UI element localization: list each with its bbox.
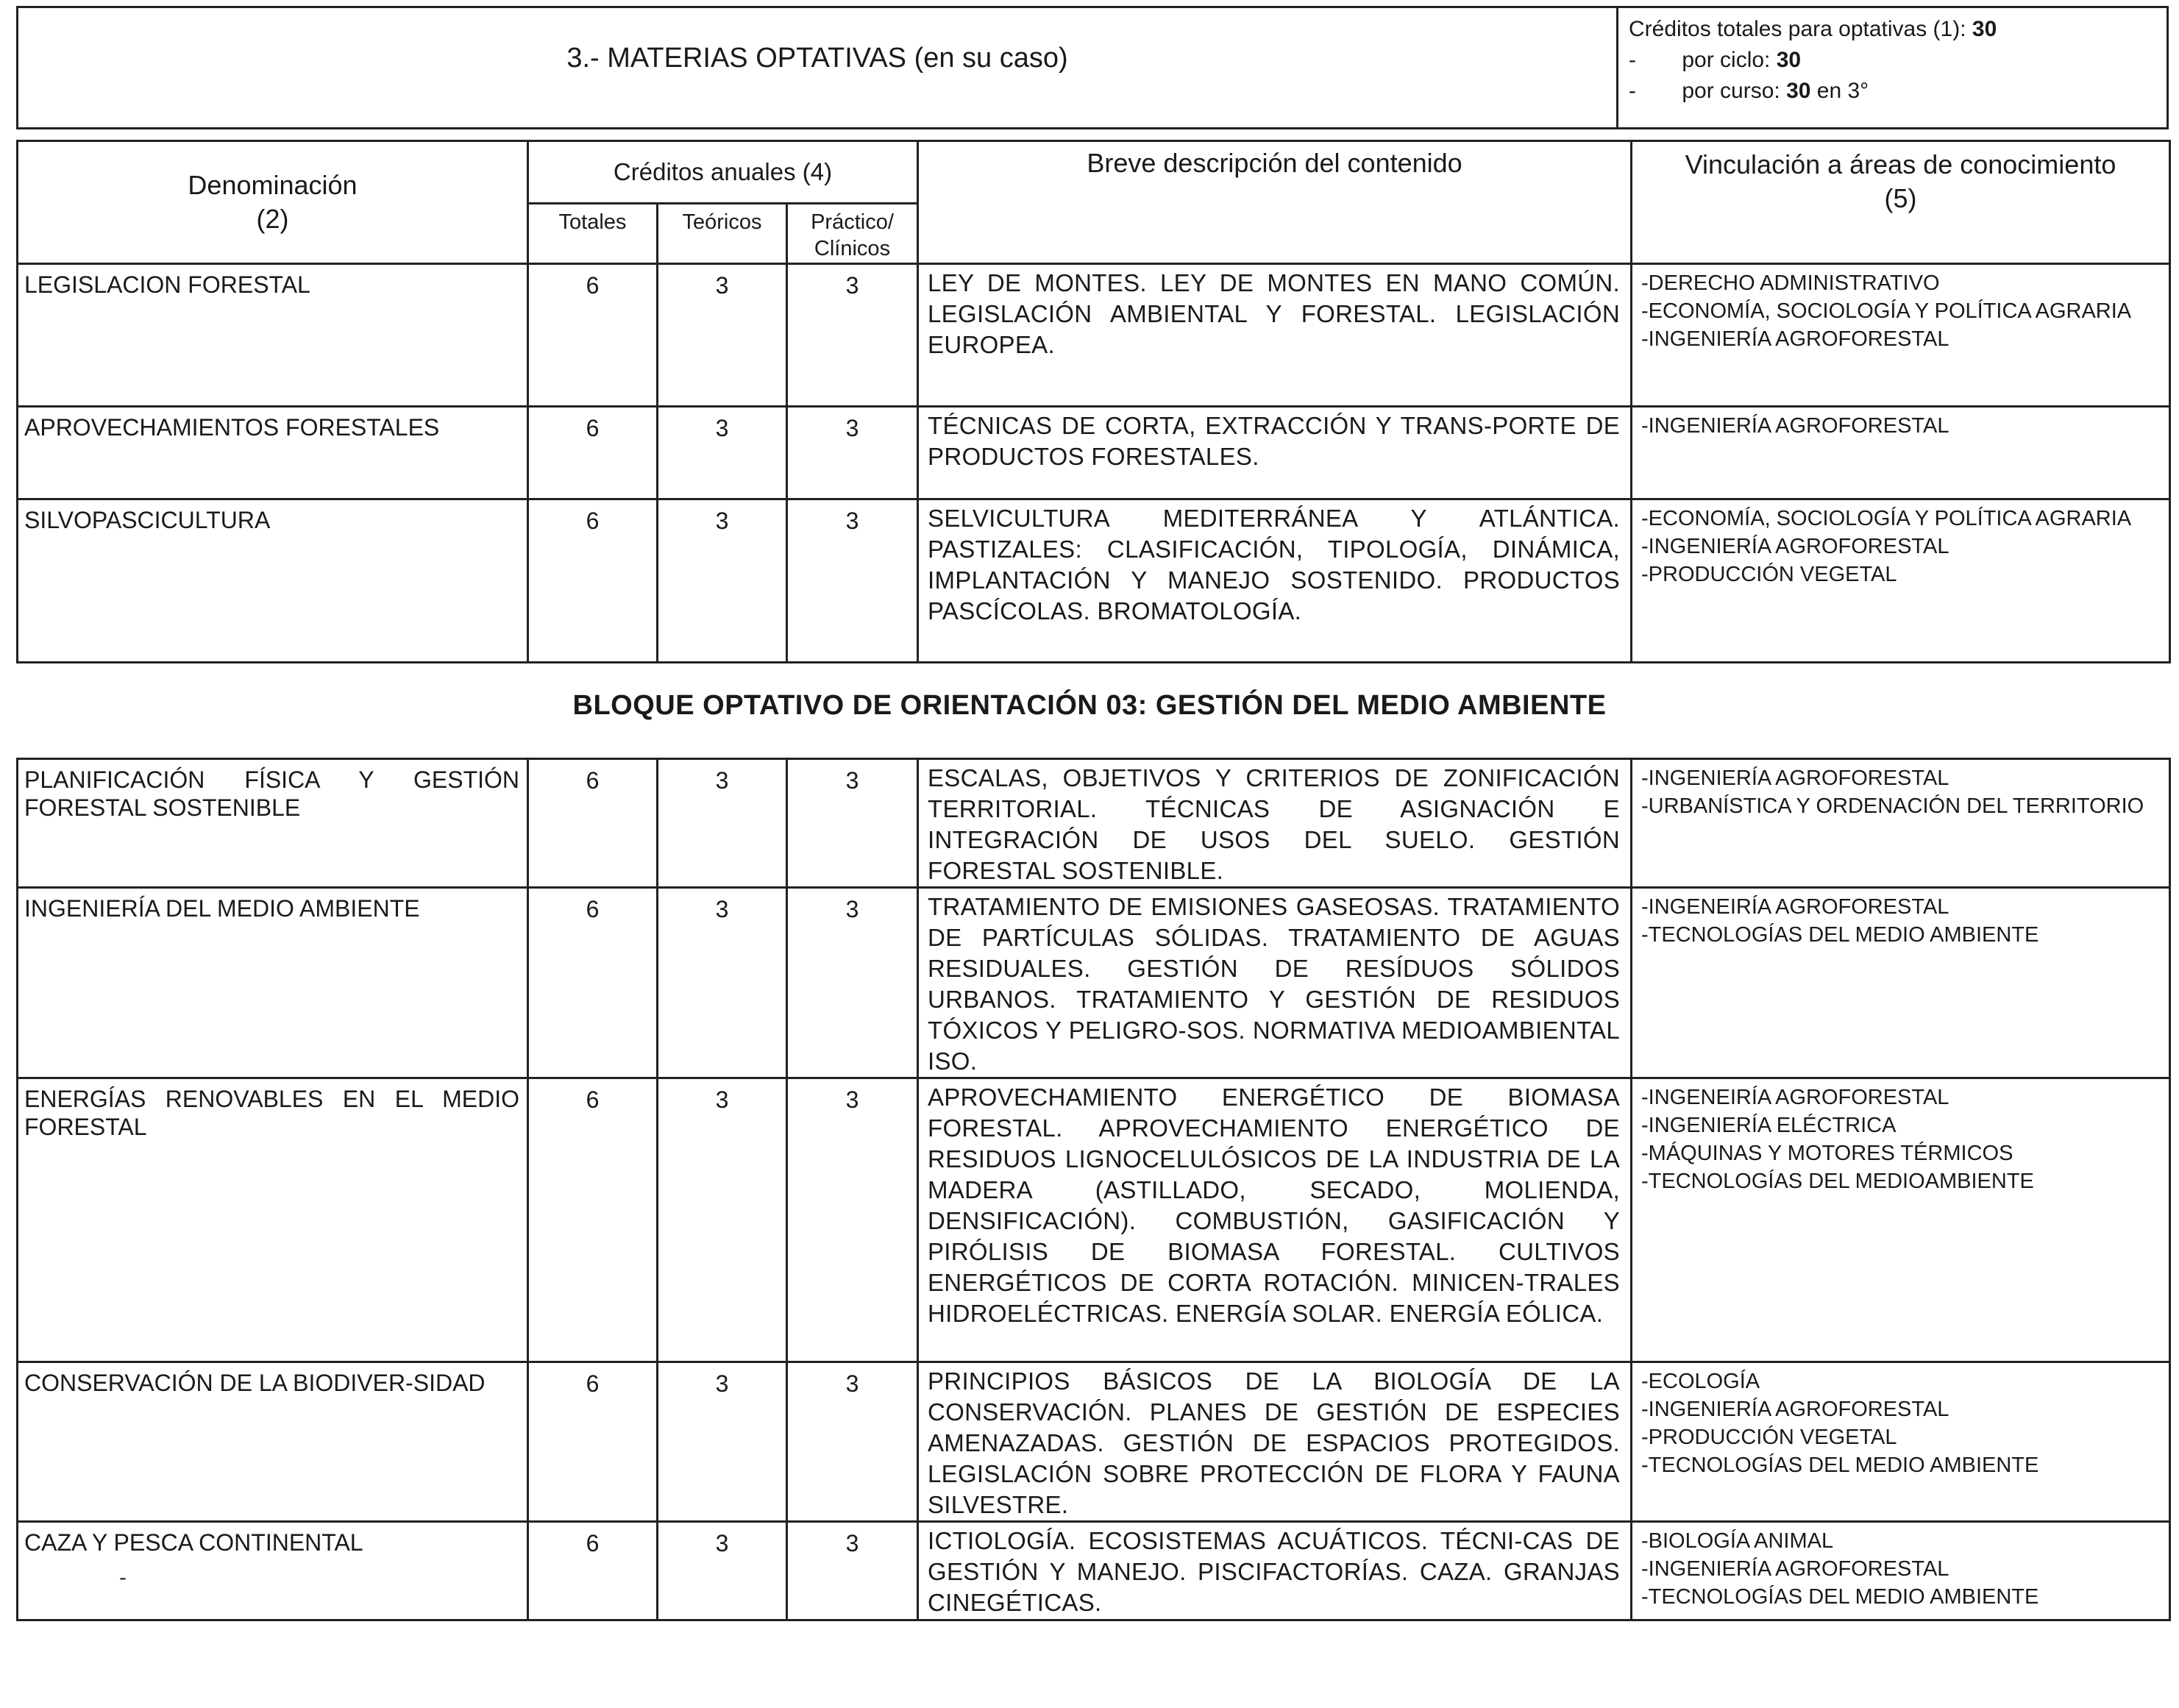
knowledge-areas <box>1632 1078 2170 1362</box>
subject-description: SELVICULTURA MEDITERRÁNEA Y ATLÁNTICA. PASTIZALES: CLASIFICACIÓN, TIPOLOGÍA, DINÁMICA, IMPLANTACIÓN Y MANEJO SOSTENIDO. PRODUCTOS PASCÍCOLAS. BROMATOLOGÍA. <box>918 499 1632 663</box>
subject-name: SILVOPASCICULTURA <box>18 499 528 663</box>
header-practicos <box>787 204 918 264</box>
knowledge-area-item: -ECONOMÍA, SOCIOLOGÍA Y POLÍTICA AGRARIA <box>1641 507 2132 530</box>
credits-teoricos: 3 <box>658 888 787 1078</box>
knowledge-area-item: -TECNOLOGÍAS DEL MEDIO AMBIENTE <box>1641 1585 2039 1609</box>
subjects-table-bottom <box>16 758 2171 1621</box>
section-header-box <box>16 6 2169 129</box>
subject-description: PRINCIPIOS BÁSICOS DE LA BIOLOGÍA DE LA CONSERVACIÓN. PLANES DE GESTIÓN DE ESPECIES AMENAZADAS. GESTIÓN DE ESPACIOS PROTEGIDOS. LEGISLACIÓN SOBRE PROTECCIÓN DE FLORA Y FAUNA SILVESTRE. <box>918 1362 1632 1522</box>
knowledge-area-item: -MÁQUINAS Y MOTORES TÉRMICOS <box>1641 1142 2013 1165</box>
knowledge-area-item: -DERECHO ADMINISTRATIVO <box>1641 271 1940 295</box>
list-dash: - <box>1629 79 1636 103</box>
header-denominacion <box>18 141 528 264</box>
knowledge-area-item: -INGENIERÍA AGROFORESTAL <box>1641 1557 1949 1581</box>
subject-description: TRATAMIENTO DE EMISIONES GASEOSAS. TRATAMIENTO DE PARTÍCULAS SÓLIDAS. TRATAMIENTO DE AGUAS RESIDUALES. GESTIÓN DE RESÍDUOS SÓLIDOS URBANOS. TRATAMIENTO Y GESTIÓN DE RESIDUOS TÓXICOS Y PELIGRO-SOS. NORMATIVA MEDIOAMBIENTAL ISO. <box>918 888 1632 1078</box>
knowledge-area-item: -INGENIERÍA ELÉCTRICA <box>1641 1114 1897 1137</box>
per-course-suffix: en 3° <box>1816 79 1869 103</box>
credits-per-course-row <box>1629 76 2156 107</box>
table-row <box>18 1522 2170 1620</box>
credits-total-row <box>1629 14 2156 45</box>
knowledge-area-item: -INGENIERÍA AGROFORESTAL <box>1641 1398 1949 1421</box>
header-denominacion-label: Denominación <box>188 170 358 200</box>
table-row <box>18 1362 2170 1522</box>
credits-totales: 6 <box>528 499 658 663</box>
header-vinculacion-note: (5) <box>1884 183 1917 213</box>
table-row <box>18 888 2170 1078</box>
credits-totales: 6 <box>528 1362 658 1522</box>
subject-name: APROVECHAMIENTOS FORESTALES <box>18 407 528 499</box>
credits-practicos: 3 <box>787 499 918 663</box>
table-row <box>18 499 2170 663</box>
header-practicos-line2: Clínicos <box>814 237 891 260</box>
credits-totales: 6 <box>528 1078 658 1362</box>
table-row <box>18 264 2170 407</box>
knowledge-area-item: -INGENIERÍA AGROFORESTAL <box>1641 766 1949 790</box>
credits-practicos: 3 <box>787 888 918 1078</box>
knowledge-area-item: -BIOLOGÍA ANIMAL <box>1641 1529 1834 1553</box>
header-practicos-line1: Práctico/ <box>811 210 894 234</box>
credits-practicos: 3 <box>787 1362 918 1522</box>
subject-name: INGENIERÍA DEL MEDIO AMBIENTE <box>18 888 528 1078</box>
list-dash: - <box>1629 48 1636 72</box>
knowledge-area-item: -TECNOLOGÍAS DEL MEDIO AMBIENTE <box>1641 1453 2039 1477</box>
credits-practicos: 3 <box>787 1522 918 1620</box>
header-descripcion: Breve descripción del contenido <box>918 141 1632 264</box>
credits-total-label: Créditos totales para optativas (1): <box>1629 17 1966 41</box>
credits-teoricos: 3 <box>658 407 787 499</box>
per-course-value: 30 <box>1786 79 1811 103</box>
knowledge-area-item: -INGENIERÍA AGROFORESTAL <box>1641 535 1949 558</box>
credits-per-cycle-row <box>1629 45 2156 76</box>
credits-summary <box>1616 8 2166 127</box>
subject-name: LEGISLACION FORESTAL <box>18 264 528 407</box>
credits-totales: 6 <box>528 759 658 888</box>
knowledge-area-item: -PRODUCCIÓN VEGETAL <box>1641 1426 1897 1449</box>
credits-teoricos: 3 <box>658 264 787 407</box>
section-title: 3.- MATERIAS OPTATIVAS (en su caso) <box>566 42 1068 74</box>
credits-practicos: 3 <box>787 759 918 888</box>
credits-practicos: 3 <box>787 407 918 499</box>
per-course-label: por curso: <box>1682 79 1780 103</box>
credits-totales: 6 <box>528 888 658 1078</box>
knowledge-area-item: -TECNOLOGÍAS DEL MEDIOAMBIENTE <box>1641 1170 2034 1193</box>
per-cycle-label: por ciclo: <box>1682 48 1771 72</box>
credits-teoricos: 3 <box>658 1522 787 1620</box>
subject-description: ICTIOLOGÍA. ECOSISTEMAS ACUÁTICOS. TÉCNI-CAS DE GESTIÓN Y MANEJO. PISCIFACTORÍAS. CAZA. GRANJAS CINEGÉTICAS. <box>918 1522 1632 1620</box>
subject-name: ENERGÍAS RENOVABLES EN EL MEDIO FORESTAL <box>18 1078 528 1362</box>
per-cycle-value: 30 <box>1776 48 1802 72</box>
table-row <box>18 1078 2170 1362</box>
header-vinculacion <box>1632 141 2170 264</box>
knowledge-area-item: -INGENEIRÍA AGROFORESTAL <box>1641 1086 1949 1109</box>
stray-mark: - <box>119 1565 127 1590</box>
knowledge-area-item: -TECNOLOGÍAS DEL MEDIO AMBIENTE <box>1641 923 2039 947</box>
knowledge-area-item: -PRODUCCIÓN VEGETAL <box>1641 563 1897 586</box>
subjects-table-top <box>16 140 2171 663</box>
knowledge-area-item: -INGENEIRÍA AGROFORESTAL <box>1641 895 1949 919</box>
subject-description: LEY DE MONTES. LEY DE MONTES EN MANO COMÚN. LEGISLACIÓN AMBIENTAL Y FORESTAL. LEGISLACIÓN EUROPEA. <box>918 264 1632 407</box>
credits-totales: 6 <box>528 407 658 499</box>
header-vinculacion-label: Vinculación a áreas de conocimiento <box>1685 149 2116 179</box>
block-title: BLOQUE OPTATIVO DE ORIENTACIÓN 03: GESTIÓN DEL MEDIO AMBIENTE <box>572 690 1607 721</box>
credits-practicos: 3 <box>787 1078 918 1362</box>
knowledge-areas <box>1632 888 2170 1078</box>
subject-description: APROVECHAMIENTO ENERGÉTICO DE BIOMASA FORESTAL. APROVECHAMIENTO ENERGÉTICO DE RESIDUOS LIGNOCELULÓSICOS DE LA INDUSTRIA DE LA MADERA (ASTILLADO, SECADO, MOLIENDA, DENSIFICACIÓN). COMBUSTIÓN, GASIFICACIÓN Y PIRÓLISIS DE BIOMASA FORESTAL. CULTIVOS ENERGÉTICOS DE CORTA ROTACIÓN. MINICEN-TRALES HIDROELÉCTRICAS. ENERGÍA SOLAR. ENERGÍA EÓLICA. <box>918 1078 1632 1362</box>
subject-description: TÉCNICAS DE CORTA, EXTRACCIÓN Y TRANS-PORTE DE PRODUCTOS FORESTALES. <box>918 407 1632 499</box>
header-totales: Totales <box>528 204 658 264</box>
knowledge-areas <box>1632 1522 2170 1620</box>
credits-teoricos: 3 <box>658 499 787 663</box>
subject-name: CONSERVACIÓN DE LA BIODIVER-SIDAD <box>18 1362 528 1522</box>
table-header-row <box>18 141 2170 204</box>
knowledge-areas <box>1632 499 2170 663</box>
header-denominacion-note: (2) <box>256 204 289 234</box>
subject-description: ESCALAS, OBJETIVOS Y CRITERIOS DE ZONIFICACIÓN TERRITORIAL. TÉCNICAS DE ASIGNACIÓN E INTEGRACIÓN DE USOS DEL SUELO. GESTIÓN FORESTAL SOSTENIBLE. <box>918 759 1632 888</box>
knowledge-area-item: -INGENIERÍA AGROFORESTAL <box>1641 327 1949 351</box>
subject-name: CAZA Y PESCA CONTINENTAL <box>18 1522 528 1620</box>
knowledge-areas <box>1632 264 2170 407</box>
subject-name: PLANIFICACIÓN FÍSICA Y GESTIÓN FORESTAL SOSTENIBLE <box>18 759 528 888</box>
credits-totales: 6 <box>528 264 658 407</box>
credits-practicos: 3 <box>787 264 918 407</box>
credits-teoricos: 3 <box>658 1078 787 1362</box>
knowledge-area-item: -ECONOMÍA, SOCIOLOGÍA Y POLÍTICA AGRARIA <box>1641 299 2132 323</box>
knowledge-areas <box>1632 759 2170 888</box>
credits-teoricos: 3 <box>658 759 787 888</box>
credits-totales: 6 <box>528 1522 658 1620</box>
credits-teoricos: 3 <box>658 1362 787 1522</box>
table-row <box>18 407 2170 499</box>
header-creditos: Créditos anuales (4) <box>528 141 918 204</box>
knowledge-areas <box>1632 1362 2170 1522</box>
credits-total-value: 30 <box>1972 17 1997 41</box>
knowledge-area-item: -ECOLOGÍA <box>1641 1370 1760 1393</box>
knowledge-areas <box>1632 407 2170 499</box>
knowledge-area-item: -INGENIERÍA AGROFORESTAL <box>1641 414 1949 438</box>
table-row <box>18 759 2170 888</box>
knowledge-area-item: -URBANÍSTICA Y ORDENACIÓN DEL TERRITORIO <box>1641 794 2144 818</box>
header-teoricos: Teóricos <box>658 204 787 264</box>
